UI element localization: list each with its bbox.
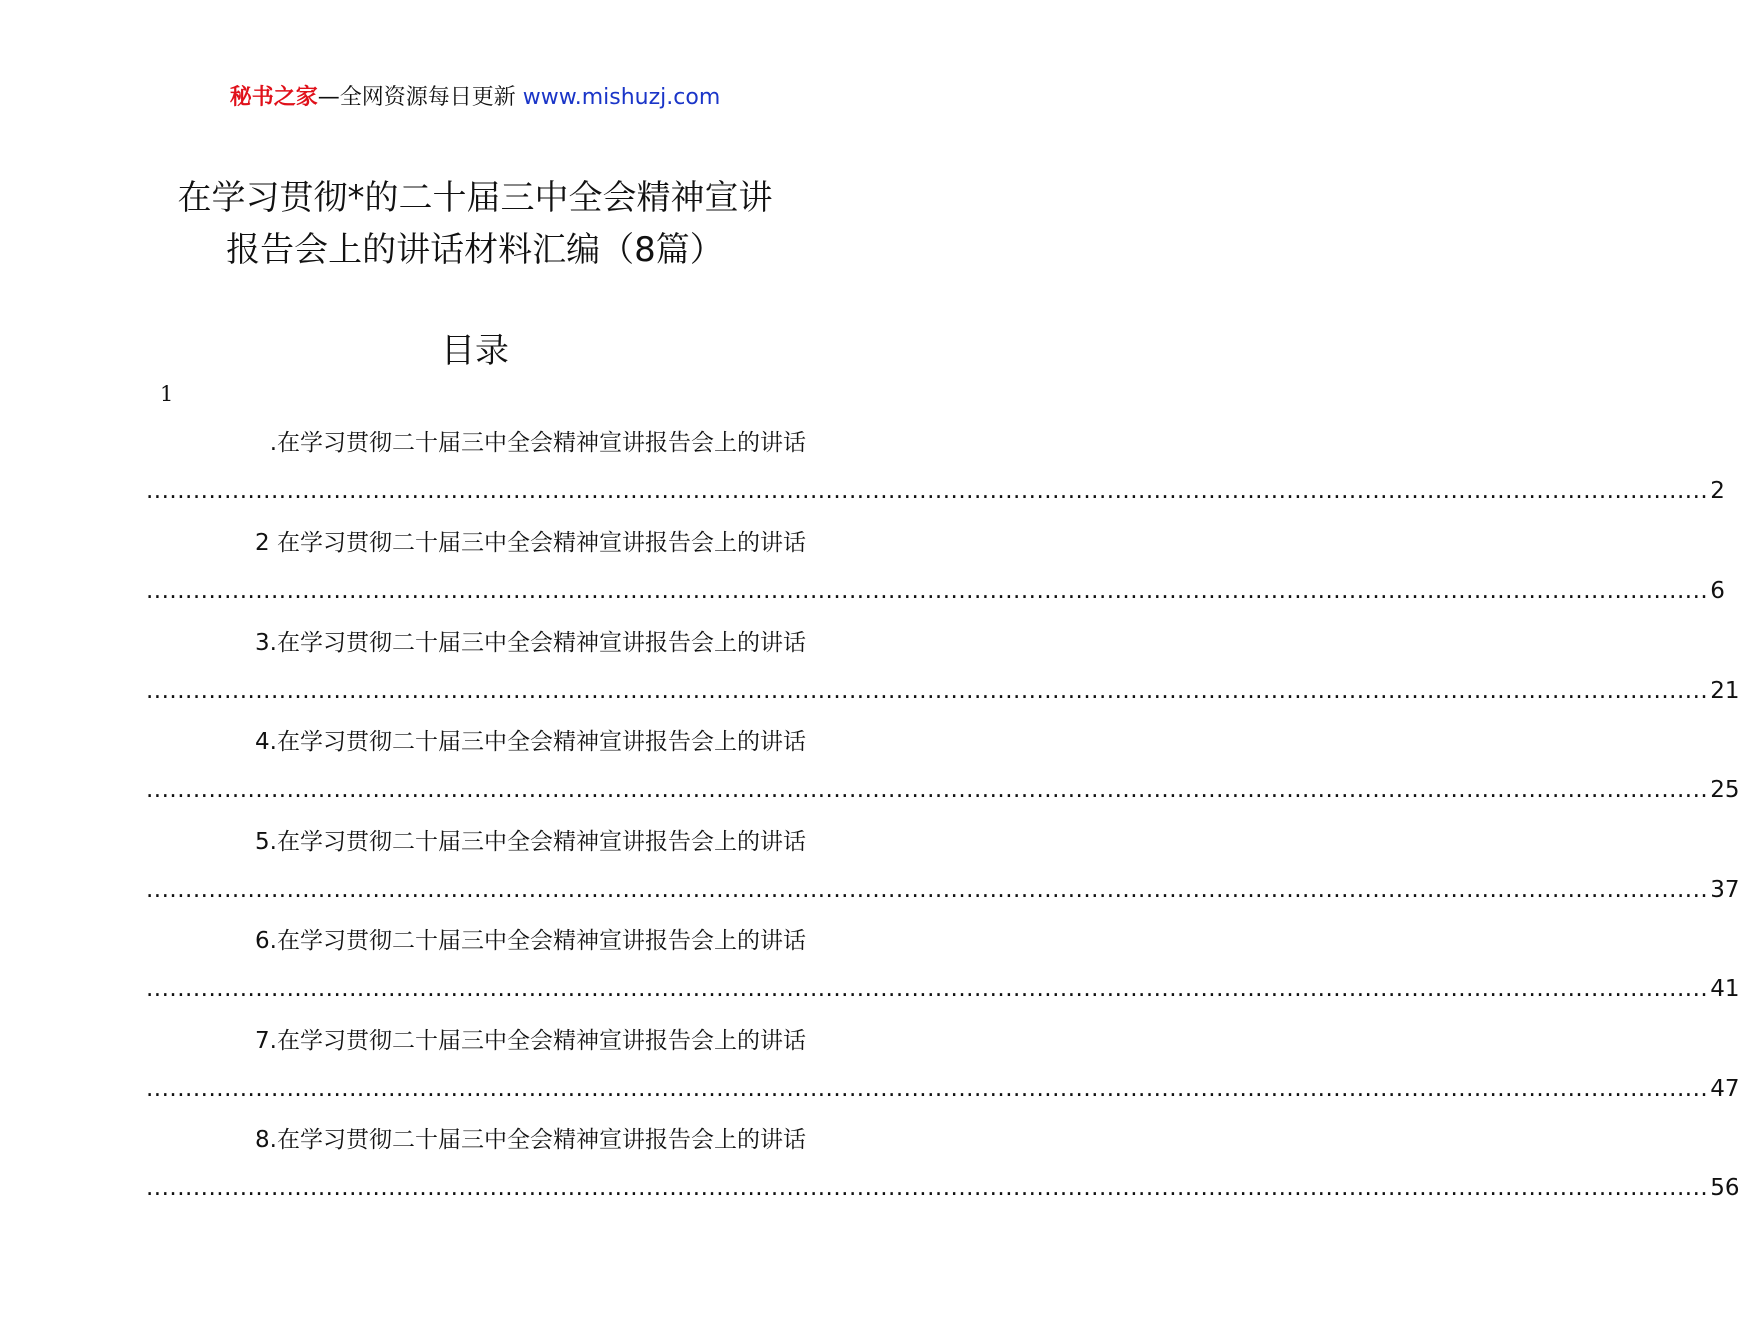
toc-entry-title: 6.在学习贯彻二十届三中全会精神宣讲报告会上的讲话: [255, 928, 806, 954]
toc-entry-7[interactable]: [146, 1026, 1740, 1124]
brand-name: 秘书之家: [229, 85, 318, 110]
toc-entry-title: 2 在学习贯彻二十届三中全会精神宣讲报告会上的讲话: [255, 530, 806, 556]
toc-entry-6[interactable]: [146, 926, 1740, 1024]
toc-heading: 目录: [441, 331, 509, 371]
dot-leader: ........................................................................................................................................................................................................: [146, 976, 1709, 1002]
toc-entry-leader: [146, 1074, 1740, 1124]
toc-entry-title: 7.在学习贯彻二十届三中全会精神宣讲报告会上的讲话: [255, 1028, 806, 1054]
header-tagline: —全网资源每日更新: [317, 85, 516, 110]
toc-entry-5[interactable]: [146, 827, 1740, 925]
dot-leader: ........................................................................................................................................................................................................: [146, 478, 1709, 504]
dot-leader: ........................................................................................................................................................................................................: [146, 1175, 1709, 1201]
toc-entry-8[interactable]: [146, 1125, 1740, 1223]
site-header: [0, 80, 950, 111]
toc-page-number: 56: [1710, 1175, 1740, 1201]
dot-leader: ........................................................................................................................................................................................................: [146, 1076, 1709, 1102]
toc-entry-1[interactable]: [146, 428, 1725, 526]
toc-entry-leader: [146, 875, 1740, 925]
toc-entry-leader: [146, 974, 1740, 1024]
toc-entry-leader: [146, 775, 1740, 825]
document-title: [0, 172, 950, 276]
site-link[interactable]: www.mishuzj.com: [522, 85, 721, 110]
toc-entry-title: 8.在学习贯彻二十届三中全会精神宣讲报告会上的讲话: [255, 1127, 806, 1153]
stray-number: 1: [160, 382, 174, 406]
toc-page-number: 37: [1710, 877, 1740, 903]
dot-leader: ........................................................................................................................................................................................................: [146, 678, 1709, 704]
toc-page-number: 6: [1710, 578, 1725, 604]
toc-entry-leader: [146, 676, 1740, 726]
toc-entry-title: 3.在学习贯彻二十届三中全会精神宣讲报告会上的讲话: [255, 630, 806, 656]
dot-leader: ........................................................................................................................................................................................................: [146, 777, 1709, 803]
toc-page-number: 41: [1710, 976, 1740, 1002]
toc-entry-leader: [146, 576, 1725, 626]
toc-page-number: 25: [1710, 777, 1740, 803]
toc-entry-leader: [146, 1173, 1740, 1223]
toc-page-number: 47: [1710, 1076, 1740, 1102]
toc-entry-3[interactable]: [146, 628, 1740, 726]
toc-entry-title: 5.在学习贯彻二十届三中全会精神宣讲报告会上的讲话: [255, 829, 806, 855]
title-line-1: 在学习贯彻*的二十届三中全会精神宣讲: [177, 178, 773, 218]
dot-leader: ........................................................................................................................................................................................................: [146, 877, 1709, 903]
toc-entry-4[interactable]: [146, 727, 1740, 825]
toc-entry-title: 4.在学习贯彻二十届三中全会精神宣讲报告会上的讲话: [255, 729, 806, 755]
toc-entry-2[interactable]: [146, 528, 1725, 626]
toc-entry-title: .在学习贯彻二十届三中全会精神宣讲报告会上的讲话: [269, 430, 806, 456]
title-line-2: 报告会上的讲话材料汇编（8篇）: [226, 230, 724, 270]
dot-leader: ........................................................................................................................................................................................................: [146, 578, 1709, 604]
toc-entry-leader: [146, 476, 1725, 526]
toc-page-number: 21: [1710, 678, 1740, 704]
toc-page-number: 2: [1710, 478, 1725, 504]
